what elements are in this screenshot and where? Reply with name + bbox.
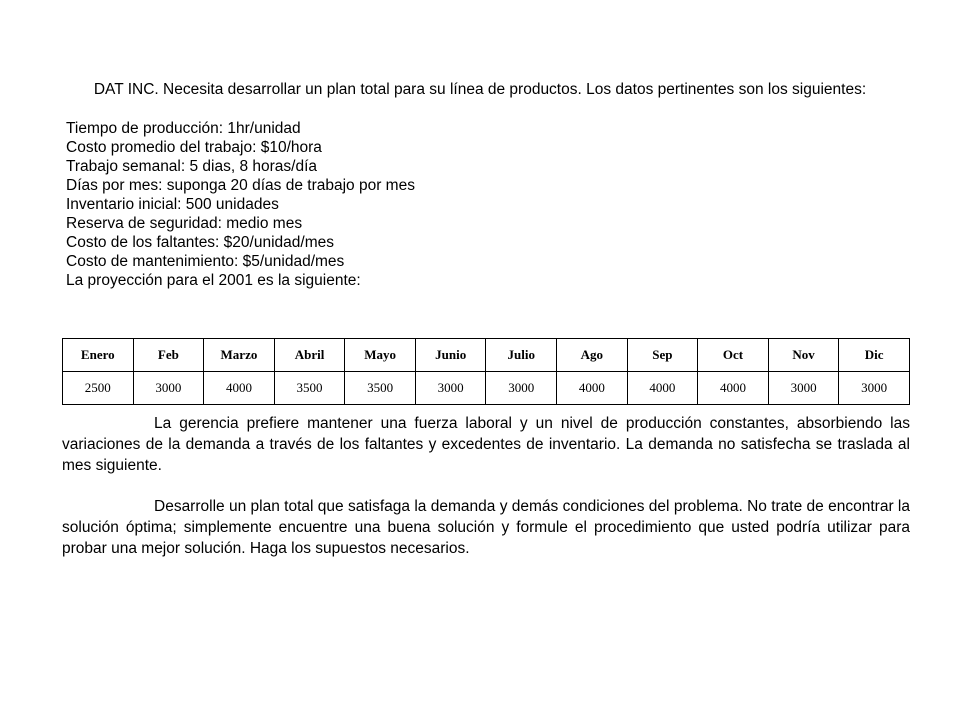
data-item-weekly-work: Trabajo semanal: 5 dias, 8 horas/día (66, 158, 318, 175)
intro-text: DAT INC. Necesita desarrollar un plan total para su línea de productos. Los datos pertinentes son los siguientes: (93, 81, 867, 98)
data-item-safety-stock: Reserva de seguridad: medio mes (66, 215, 303, 232)
table-cell: 4000 (557, 372, 628, 405)
data-item-production-time: Tiempo de producción: 1hr/unidad (66, 120, 301, 137)
table-header-cell: Dic (839, 339, 910, 372)
table-cell: 3500 (345, 372, 416, 405)
table-cell: 4000 (627, 372, 698, 405)
table-header-cell: Marzo (204, 339, 275, 372)
table-header-cell: Ago (557, 339, 628, 372)
data-item-holding-cost: Costo de mantenimiento: $5/unidad/mes (66, 253, 345, 270)
data-item-forecast-intro: La proyección para el 2001 es la siguiente: (66, 272, 361, 289)
table-cell: 3000 (839, 372, 910, 405)
table-header-cell: Enero (63, 339, 134, 372)
table-header-cell: Mayo (345, 339, 416, 372)
table-cell: 3000 (486, 372, 557, 405)
table-cell: 3500 (274, 372, 345, 405)
table-header-cell: Oct (698, 339, 769, 372)
table-header-row (63, 339, 910, 372)
task-paragraph: Desarrolle un plan total que satisfaga la demanda y demás condiciones del problema. No trate de encontrar la solución óptima; simplemente encuentre una buena solución y formule el procedimiento que usted podría utilizar para probar una mejor solución. Haga los supuestos necesarios. (62, 498, 910, 557)
table-header-cell: Julio (486, 339, 557, 372)
table-header-cell: Feb (133, 339, 204, 372)
table-cell: 3000 (415, 372, 486, 405)
table-header-cell: Nov (768, 339, 839, 372)
table-cell: 2500 (63, 372, 134, 405)
data-item-labor-cost: Costo promedio del trabajo: $10/hora (66, 139, 322, 156)
table-header-cell: Abril (274, 339, 345, 372)
data-item-shortage-cost: Costo de los faltantes: $20/unidad/mes (66, 234, 334, 251)
table-header-cell: Sep (627, 339, 698, 372)
demand-table (62, 338, 910, 405)
table-cell: 4000 (698, 372, 769, 405)
table-row (63, 372, 910, 405)
management-paragraph: La gerencia prefiere mantener una fuerza laboral y un nivel de producción constantes, absorbiendo las variaciones de la demanda a través de los faltantes y excedentes de inventario. La demanda no satisfecha se traslada al mes siguiente. (62, 415, 910, 474)
table-cell: 4000 (204, 372, 275, 405)
table-cell: 3000 (133, 372, 204, 405)
table-cell: 3000 (768, 372, 839, 405)
data-item-days-per-month: Días por mes: suponga 20 días de trabajo por mes (66, 177, 415, 194)
data-item-initial-inventory: Inventario inicial: 500 unidades (66, 196, 279, 213)
data-list (66, 119, 415, 290)
table-header-cell: Junio (415, 339, 486, 372)
